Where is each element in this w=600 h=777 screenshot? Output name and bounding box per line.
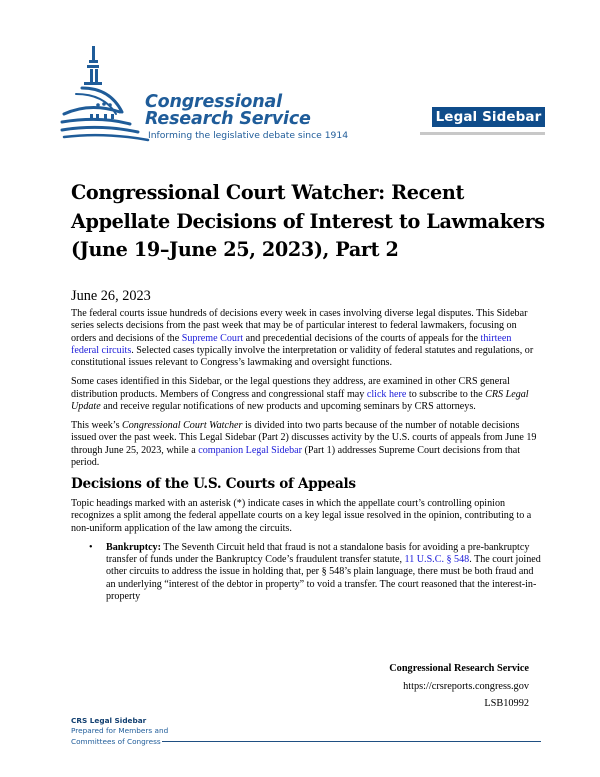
section-heading: Decisions of the U.S. Courts of Appeals: [71, 475, 356, 492]
report-id: LSB10992: [484, 698, 529, 709]
footer-org: Congressional Research Service: [389, 663, 529, 674]
usc-548-link[interactable]: 11 U.S.C. § 548: [404, 553, 470, 565]
intro-paragraph-2: [71, 376, 541, 413]
topic-heading: Bankruptcy:: [106, 541, 161, 553]
text: The Seventh Circuit held that fraud is not a standalone basis for avoiding a pre-bankruptcy transfer of funds under the Bankruptcy Code’s fraudulent transfer statute,: [106, 541, 530, 565]
logo-name-line2: Research Service: [145, 109, 311, 129]
list-item: [71, 542, 541, 603]
capitol-dome-icon: [60, 42, 150, 147]
text: (Part 1) addresses Supreme Court decisions from that period.: [71, 444, 521, 468]
page-title: Congressional Court Watcher: Recent Appellate Decisions of Interest to Lawmakers (June 19–June 25, 2023), Part 2: [71, 181, 545, 261]
footer-url: https://crsreports.congress.gov: [403, 680, 529, 692]
click-here-link[interactable]: click here: [366, 388, 407, 400]
crs-logo: [60, 42, 349, 147]
text: and receive regular notifications of new products and upcoming seminars by CRS attorneys.: [100, 400, 476, 412]
footer-citation: [389, 660, 529, 713]
header-divider: [420, 132, 545, 135]
text: and precedential decisions of the courts of appeals for the: [243, 332, 481, 344]
text: This week’s: [71, 419, 123, 431]
logo-wordmark: [145, 94, 311, 128]
legal-sidebar-badge: Legal Sidebar: [432, 107, 545, 127]
companion-legal-sidebar-link[interactable]: companion Legal Sidebar: [198, 444, 302, 456]
intro-paragraph-1: [71, 308, 541, 369]
logo-tagline: Informing the legislative debate since 1914: [148, 130, 349, 141]
text: is divided into two parts because of the number of notable decisions issued over the past week. This Legal Sidebar (Part 2) discusses activity by the U.S. courts of appeals from June 19 through June 25, 2023, while a: [71, 419, 537, 456]
text: to subscribe to the: [406, 388, 486, 400]
text: . Selected cases typically involve the interpretation or validity of federal statutes and regulations, or constitutional issues relevant to Congress’s lawmaking and oversight functions.: [71, 344, 534, 369]
publication-date: June 26, 2023: [71, 288, 151, 304]
text: Some cases identified in this Sidebar, or the legal questions they address, are examined in other CRS general distribution products. Members of Congress and congressional staff may: [71, 376, 510, 400]
thirteen-federal-circuits-link[interactable]: thirteen federal circuits: [71, 332, 512, 356]
case-list: [71, 542, 541, 603]
footer-series: [71, 716, 168, 747]
document-body: [71, 308, 541, 603]
footer-prepared-line1: Prepared for Members and: [71, 726, 169, 736]
text: . The court joined other circuits to address the issue in holding that, per § 548’s plain language, there must be both fraud and an underlying “interest of the debtor in property” to void a transfer. The court reasoned that the interest-in-property: [106, 553, 541, 602]
text: The federal courts issue hundreds of decisions every week in cases involving diverse legal disputes. This Sidebar series selects decisions from the past week that may be of particular interest to federal lawmakers, focusing on orders and decisions of the: [71, 308, 528, 344]
court-watcher-title: Congressional Court Watcher: [122, 419, 243, 431]
bullet-icon: •: [89, 541, 93, 553]
section-intro: Topic headings marked with an asterisk (*) indicate cases in which the appellate court’s controlling opinion recognizes a split among the federal appellate courts on a key legal issue resolved in the opinion, contributing to a non-uniform application of the law among the circuits.: [71, 497, 532, 534]
footer-prepared-line2: Committees of Congress: [71, 736, 161, 746]
supreme-court-link[interactable]: Supreme Court: [181, 332, 244, 344]
logo-name-line1: Congressional: [145, 92, 282, 112]
footer-divider: [162, 741, 541, 742]
crs-legal-update-title: CRS Legal Update: [71, 388, 529, 412]
footer-series-name: CRS Legal Sidebar: [71, 716, 147, 725]
intro-paragraph-3: [71, 420, 541, 469]
